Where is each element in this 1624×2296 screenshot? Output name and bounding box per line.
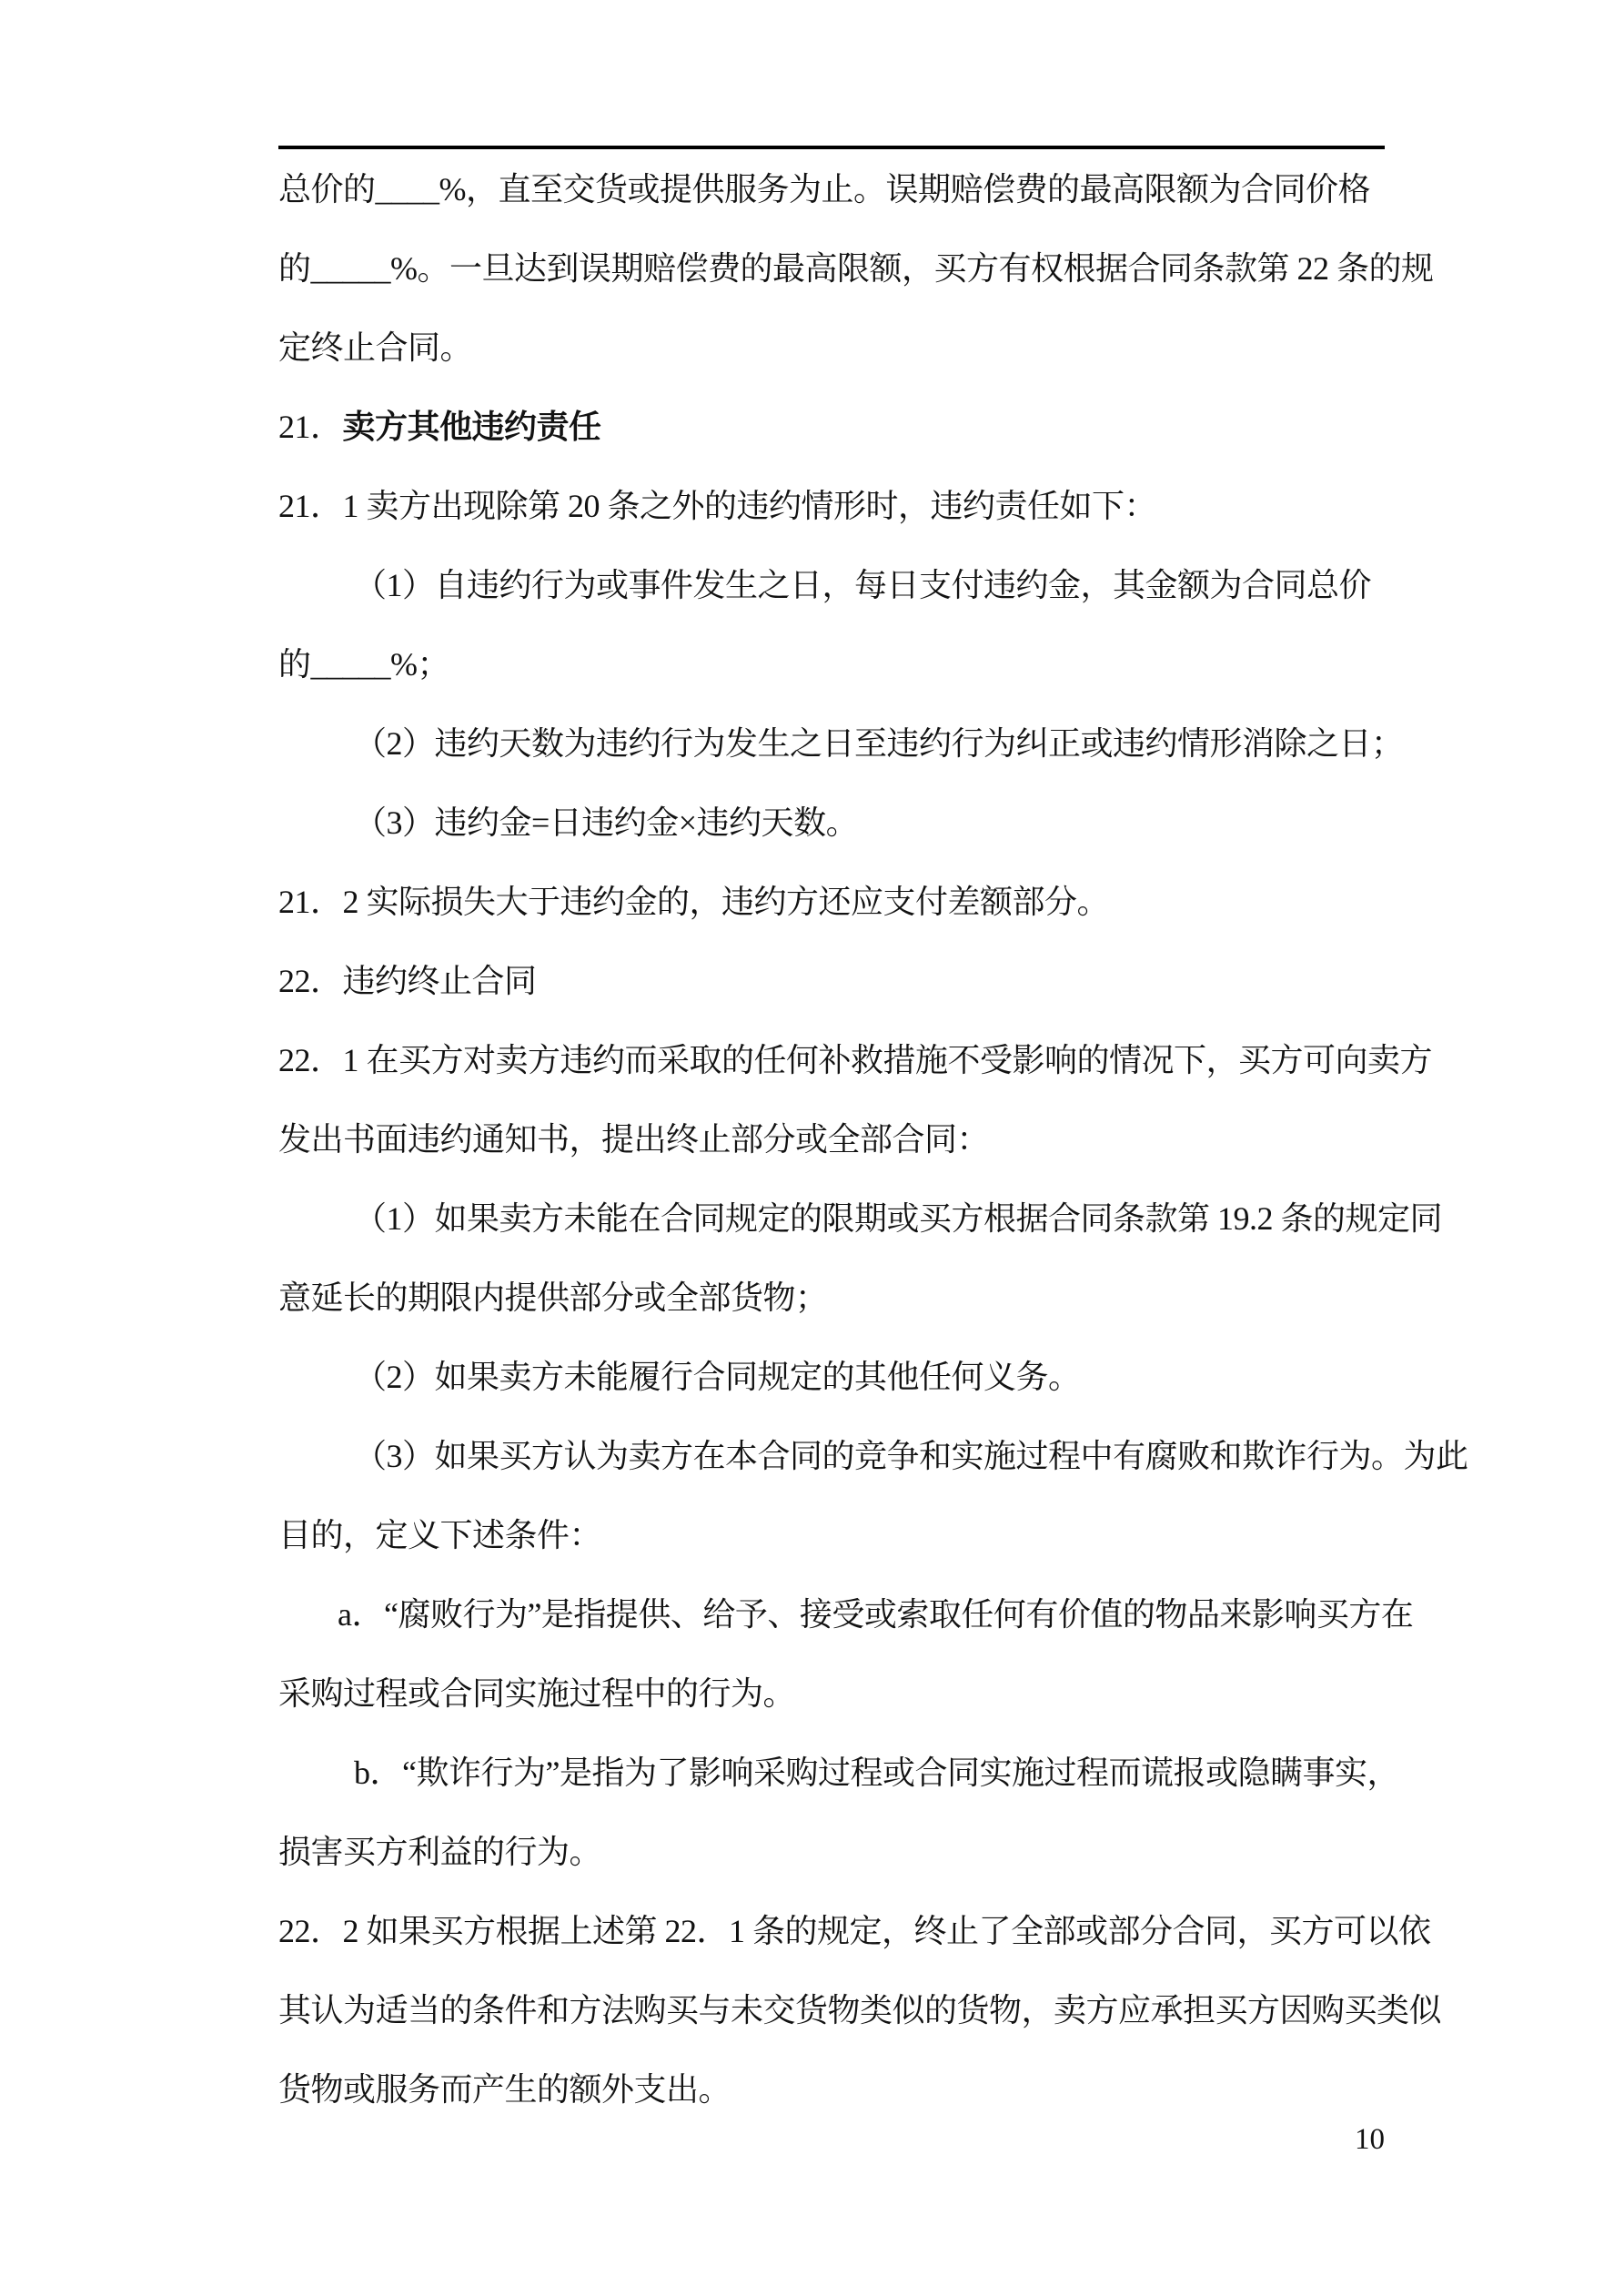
- header-rule: [278, 146, 1385, 149]
- clause-text: （2）违约天数为违约行为发生之日至违约行为纠正或违约情形消除之日；: [354, 725, 1404, 762]
- document-line: [278, 229, 1434, 308]
- clause-text: a．“腐败行为”是指提供、给予、接受或索取任何有价值的物品来影响买方在: [338, 1596, 1414, 1633]
- page-number: 10: [1355, 2123, 1385, 2156]
- document-line: [278, 467, 1385, 546]
- document-line: [278, 150, 1385, 229]
- clause-heading-text: 卖方其他违约责任: [342, 409, 601, 445]
- document-line: [278, 863, 1385, 942]
- clause-text: 采购过程或合同实施过程中的行为。: [278, 1675, 796, 1712]
- clause-text: 其认为适当的条件和方法购买与未交货物类似的货物，卖方应承担买方因购买类似: [278, 1992, 1442, 2028]
- clause-text: 意延长的期限内提供部分或全部货物；: [278, 1279, 828, 1316]
- clause-text: （3）如果买方认为卖方在本合同的竞争和实施过程中有腐败和欺诈行为。为此: [354, 1438, 1468, 1474]
- clause-text: 22．1 在买方对卖方违约而采取的任何补救措施不受影响的情况下，买方可向卖方: [278, 1042, 1433, 1078]
- clause-text: 21．2 实际损失大于违约金的，违约方还应支付差额部分。: [278, 884, 1110, 920]
- document-line: [278, 388, 1385, 467]
- document-line: [278, 1971, 1442, 2050]
- document-line: [278, 1179, 1443, 1259]
- clause-text: 21．1 卖方出现除第 20 条之外的违约情形时，违约责任如下：: [278, 488, 1157, 524]
- document-line: [278, 1496, 1385, 1575]
- clause-text: 21．: [278, 409, 343, 445]
- document-body: [278, 150, 1468, 2129]
- document-line: [278, 704, 1404, 784]
- document-line: [278, 1338, 1385, 1417]
- document-line: [278, 1100, 1385, 1179]
- clause-text: 22．2 如果买方根据上述第 22．1 条的规定，终止了全部或部分合同，买方可以依: [278, 1913, 1431, 1949]
- clause-text: （3）违约金=日违约金×违约天数。: [354, 804, 859, 841]
- clause-text: 总价的____%，直至交货或提供服务为止。误期赔偿费的最高限额为合同价格: [278, 171, 1370, 207]
- clause-text: 的_____%。一旦达到误期赔偿费的最高限额，买方有权根据合同条款第 22 条的规: [278, 250, 1434, 287]
- clause-text: 目的，定义下述条件：: [278, 1517, 602, 1553]
- clause-text: b．“欺诈行为”是指为了影响采购过程或合同实施过程而谎报或隐瞒事实，: [354, 1755, 1399, 1791]
- document-line: [278, 625, 1385, 704]
- clause-text: （1）如果卖方未能在合同规定的限期或买方根据合同条款第 19.2 条的规定同: [354, 1200, 1443, 1237]
- document-line: [278, 1734, 1399, 1813]
- clause-text: 22．违约终止合同: [278, 963, 537, 999]
- clause-text: 的_____%；: [278, 646, 449, 683]
- document-line: [278, 1417, 1468, 1496]
- clause-text: （2）如果卖方未能履行合同规定的其他任何义务。: [354, 1359, 1081, 1395]
- document-line: [278, 1892, 1431, 1971]
- document-line: [278, 1021, 1433, 1100]
- document-line: [278, 1813, 1385, 1892]
- document-line: [278, 308, 1385, 388]
- document-line: [278, 1575, 1414, 1654]
- document-line: [278, 2050, 1385, 2129]
- document-content: [278, 146, 1468, 2129]
- document-line: [278, 1259, 1385, 1338]
- clause-text: 货物或服务而产生的额外支出。: [278, 2071, 731, 2108]
- document-line: [278, 942, 1385, 1021]
- document-line: [278, 1654, 1385, 1734]
- clause-text: 发出书面违约通知书，提出终止部分或全部合同：: [278, 1121, 990, 1158]
- clause-text: 定终止合同。: [278, 329, 473, 366]
- clause-text: （1）自违约行为或事件发生之日，每日支付违约金，其金额为合同总价: [354, 567, 1372, 603]
- document-line: [278, 546, 1385, 625]
- document-line: [278, 784, 1385, 863]
- clause-text: 损害买方利益的行为。: [278, 1834, 602, 1870]
